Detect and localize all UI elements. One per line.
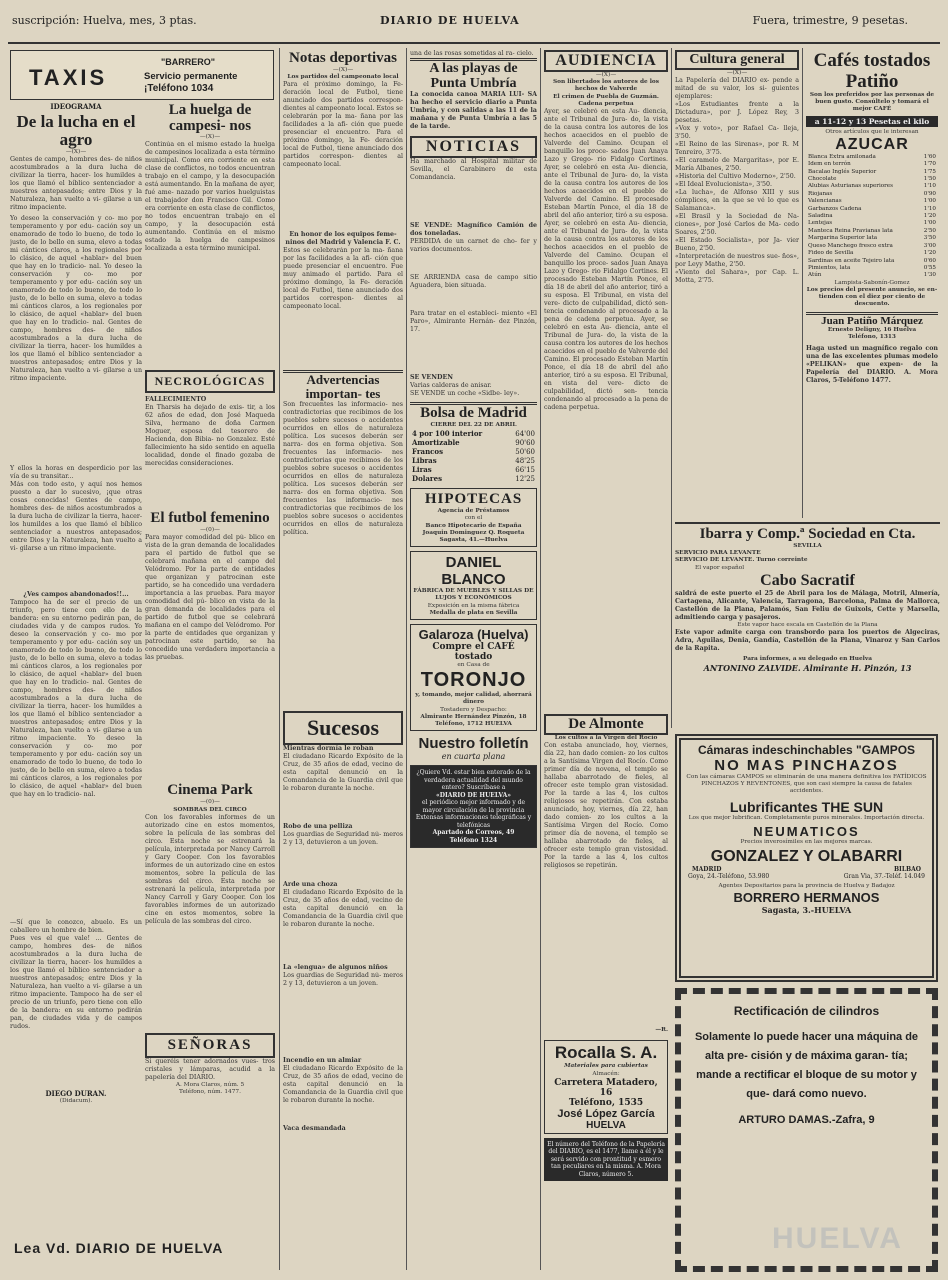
price-row: Riojanas 0'90 xyxy=(808,190,936,197)
deportes-title: Notas deportivas xyxy=(289,50,397,66)
telefono-nota: El número del Teléfono de la Papelería del DIARIO, es el 1477, llame a él y le será servido con prontitud y esmero tan peculiares en la misma. A. Mora Claros, número 5. xyxy=(544,1138,668,1182)
column-cafes xyxy=(806,50,938,520)
book-item: «Viento del Sahara», por Cap. L. Motta, 2'75. xyxy=(675,269,799,285)
audiencia-box xyxy=(544,50,668,72)
necrologicas-box xyxy=(145,370,275,393)
audiencia-sub: Son libertados los autores de los hechos de Valverde xyxy=(552,79,660,93)
juan-patino-title: Juan Patiño Márquez xyxy=(821,314,923,327)
senoras-tel: Teléfono, núm. 1477. xyxy=(179,1089,241,1096)
sucesos-body: El ciudadano Ricardo Expósito de la Cruz, de 35 años de edad, vecino de esta capital denunció en la Comandancia de la Guardia civil que le robaron durante la noche. xyxy=(283,889,403,929)
sucesos-body: Los guardias de Seguridad nú- meros 2 y 13, detuvieron a un joven. xyxy=(283,972,403,988)
rect-title: Rectificación de cilindros xyxy=(733,1004,880,1018)
playas-body: La conocida canoa MARIA LUI- SA ha hecho el servicio diario a Punta Umbría, y con salidas a las 11 de la mañana y de Punta Umbría a las 5 de la tarde. xyxy=(410,91,537,130)
table-row: Dolares 12'25 xyxy=(412,474,535,484)
article-title-huelga: La huelga de campesi- nos xyxy=(168,102,252,134)
almonte-body: Con estaba anunciado, hoy, viernes, día 22, han dado comien- zo los cultos a la Santísima Virgen del Rocío. Como primer día de novena, el templo se hallaba abarrotado de fieles, al ofrecer este templo gran vistosidad. Por la tarde a las 4, los cultos religiosos se repetirán. Con estaba anunciado, hoy, viernes, día 22, han dado comien- zo los cultos a la Santísima Virgen del Rocío. Como primer día de novena, el templo se hallaba abarrotado de fieles, al ofrecer este templo gran vistosidad. Por la tarde a las 4, los cultos religiosos se repetirán. xyxy=(544,742,668,870)
book-item: «Vox y voto», por Rafael Ca- lleja, 3'50. xyxy=(675,125,799,141)
noticias-item: SE VENDE: Magnífico Camión de dos toneladas. xyxy=(410,222,537,237)
juan-addr: Ernesto Deligny, 16 Huelva xyxy=(827,326,917,333)
ibarra-title: Ibarra y Comp.ª Sociedad en Cta. xyxy=(699,526,916,542)
hipotecas-ad: HIPOTECAS Agencia de Préstamos con el Banco Hipotecario de España Joaquin Dominguez Q. Roqueta Sagasta, 41.—Huelva xyxy=(410,488,537,547)
book-item: «El Reino de las Sirenas», por R. M Tenreiro, 3'75. xyxy=(675,141,799,157)
almonte-box xyxy=(544,714,668,735)
hipotecas-title: HIPOTECAS xyxy=(424,491,523,508)
agro-p2: Yo deseo la conservación y co- mo por temperamento y por edu- cación soy un enamorado de todo lo bueno, de todo lo justo, de lo bello en suma, elevo a todas mi cánticos claros, a los regionales por lo clásico, de aquel «hablar» del buen que hay en lo tradicio- nal. Yo deseo la conservación y co- mo por temperamento y por edu- cación soy un enamorado de todo lo bueno, de todo lo justo, de lo bello en suma, elevo a todas mi cánticos claros, a los regionales por lo clásico, de aquel «hablar» del buen que hay en lo tradicio- nal. Gentes de campo, hombres des- de niños acostumbrados a la dura lucha de civilizar la tierra, hacer- los humildes a los que llamó el bíblico sentenciador a nuestros antepasados; entre Dios y la Naturaleza, han vuelto a vi- gilarse a un ritmo impaciente. xyxy=(10,215,142,383)
audiencia-title: AUDIENCIA xyxy=(555,52,657,69)
price-row: Manteca Reina Pravianas lata 2'50 xyxy=(808,227,936,234)
taxis-title: TAXIS xyxy=(29,65,108,90)
cafes-price: a 11-12 y 13 Pesetas el kilo xyxy=(806,116,938,127)
book-item: «La lucha», de Alfonso XIII y sus cómplices, en la que se vé lo que es Salamanca». xyxy=(675,189,799,213)
agro-p1: Gentes de campo, hombres des- de niños acostumbrados a la dura lucha de civilizar la tierra, hacer- los humildes a los que llamó el bíblico sentenciador a nuestros antepasados; entre Dios y la Naturaleza, han vuelto a vi- gilarse a un ritmo impaciente. xyxy=(10,156,142,212)
bolsa-title: Bolsa de Madrid xyxy=(420,405,527,421)
price-row: Queso Manchego fresco extra 3'00 xyxy=(808,242,936,249)
almonte-sub: Los cultos a la Virgen del Rocío xyxy=(554,735,658,742)
gampos-ad: Cámaras indeschinchables "GAMPOS NO MAS PINCHAZOS Con las cámaras CAMPOS se eliminarán de una manera definitiva los FATÍDICOS PINCHAZOS Y REVENTONES, que son casi siempre la causa de fatales accidentes. Lubrificantes THE SUN Los que mejor lubrifican. Completamente puros minerales. Importación directa. NEUMATICOS Precios inverosímiles en las mejores marcas. GONZALEZ Y OLABARRI MADRID BILBAO Goya, 24.-Teléfono, 53.980 Gran Via, 37.-Teléf. 14.049 Agentes Depositarios para la provincia de Huelva y Badajoz BORRERO HERMANOS Sagasta, 3.-HUELVA xyxy=(675,734,938,982)
almonte-title: De Almonte xyxy=(568,716,644,733)
book-item: «Historia del Cultivo Moderno», 2'50. xyxy=(675,173,796,181)
neumaticos-title: NEUMATICOS xyxy=(753,823,860,839)
necro-sub: FALLECIMIENTO xyxy=(145,396,207,404)
rect-body: Solamente lo puede hacer una máquina de alta pre- cisión y de máxima garan- tía; mande a rectificar el bloque de su motor y que- dará como nuevo. xyxy=(694,1031,919,1100)
galaroza-title: Galaroza (Huelva) xyxy=(418,627,529,643)
agro-p3: Y ellos la horas en desperdicio por las vía de su transitar... xyxy=(10,465,142,481)
noticias-item: SE ARRIENDA casa de campo sitio Aguadera, bien situada. xyxy=(410,274,537,289)
book-item: «Los Estudiantes frente a la Dictadura», por J. López Rey, 3 pesetas. xyxy=(675,101,799,125)
sucesos-item: Robo de una pelliza xyxy=(283,823,353,831)
watermark: HUELVA xyxy=(772,1222,903,1255)
ornament: —(X)— xyxy=(332,67,354,73)
huelga-body: Continúa en el mismo estado la huelga de campesinos localizada a esta término municipal. Como era corriente en esta clase de conflictos, no todos encuentran trabajo en el campo, y la desocupación está aumentando. En la mañana de ayer, fué ame- nazado por varios huelguistas el trabajador don Francisco Gil. Como era corriente en esta clase de conflictos, no todos encuentran trabajo en el campo, y la desocupación está aumentando. Continúa en el mismo estado la huelga de campesinos localizada a esta término municipal. xyxy=(145,141,275,253)
book-item: «El Brasil y la Sociedad de Na- ciones», por José Carlos de Ma- cedo Soares, 2'50. xyxy=(675,213,799,237)
ornament: —(X)— xyxy=(595,72,617,78)
cultura-intro: La Papelería del DIARIO ex- pende a mitad de su valor, los si- guientes ejemplares: xyxy=(675,77,799,101)
advertencias-body: Son frecuentes las informacio- nes contradictorias que recibimos de los pueblos sobre sucesos o accidentes ocurridos en ellos de naturaleza política. Los sucesos deberán ser narra- dos en forma objetiva. Son frecuentes las informacio- nes contradictorias que recibimos de los pueblos sobre sucesos o accidentes ocurridos en ellos de naturaleza política. Los sucesos deberán ser narra- dos en forma objetiva. Son frecuentes las informacio- nes contradictorias que recibimos de los pueblos sobre sucesos o accidentes ocurridos en ellos de naturaleza política. xyxy=(283,401,403,537)
gampos-title: Cámaras indeschinchables "GAMPOS xyxy=(697,743,916,757)
playas-title: A las playas de Punta Umbría xyxy=(429,61,518,91)
bolsa-table xyxy=(410,429,537,483)
senoras-body: Si queréis tener adornados vues- tros cristales y lámparas, acudid a la papelería del DIARIO. xyxy=(145,1057,275,1081)
sucesos-item: Arde una choza xyxy=(283,881,338,889)
senoras-box xyxy=(145,1033,275,1058)
sucesos-item: La «lengua» de algunos niños xyxy=(283,964,388,972)
signature-2: (Didacum). xyxy=(59,1098,93,1105)
book-item: «Interpretación de nuestros sue- ños», por Leyy Mathe, 2'50. xyxy=(675,253,799,269)
folletin-sub: en cuarta plana xyxy=(441,752,506,762)
necrologicas-title: NECROLÓGICAS xyxy=(154,374,266,389)
sucesos-item: Mientras dormía le roban xyxy=(283,745,374,753)
agro-p4: Más con todo esto, y aquí nos hemos puesto a dar lo sucesivo, ¡que otras cosas conocidas! Gentes de campo, hombres des- de niños acostumbrados a la dura lucha de civilizar la tierra, hacer- los humildes a los que llamó el bíblico sentenciador a nuestros antepasados; entre Dios y la Naturaleza, han vuelto a vi- gilarse a un ritmo impaciente. xyxy=(10,481,142,553)
column-huelga xyxy=(145,102,275,1272)
ornament: —(X)— xyxy=(65,149,87,155)
borrero-title: BORRERO HERMANOS xyxy=(733,890,880,906)
kicker: IDEOGRAMA xyxy=(50,102,102,111)
lea-diario-banner: Lea Vd. DIARIO DE HUELVA xyxy=(14,1240,224,1256)
necro-body: En Tharsis ha dejado de exis- tir, a los 62 años de edad, don José Maqueda Silva, hermano de doña Carmen Moguer, esposa del tesorero de Hacienda, don Bibia- no Gonzalez. Esté fallecimiento ha sido sentido en aquella localidad, donde el finado gozaba de merecidas consideraciones. xyxy=(145,404,275,468)
se-venden-body: Varias calderas de anisar. xyxy=(410,382,492,389)
price-row: Alubias Asturianas superiores 1'10 xyxy=(808,183,936,190)
agro-p5: ¿Ves campos abandonados!!... xyxy=(23,591,129,599)
blanco-title: DANIEL BLANCO xyxy=(441,554,506,589)
lubrificantes-title: Lubrificantes THE SUN xyxy=(729,798,884,815)
senoras-title: SEÑORAS xyxy=(167,1036,253,1053)
price-row: Lentejas 1'00 xyxy=(808,220,936,227)
book-item: «El caramelo de Margaritas», por E. María Albanes, 2'50. xyxy=(675,157,799,173)
bolsa-sub: CIERRE DEL 22 DE ABRIL xyxy=(430,422,517,428)
table-row: Amortizable 90'60 xyxy=(412,438,535,448)
sucesos-item: Vaca desmandada xyxy=(283,1125,346,1133)
agro-p6: Tampoco ha de ser el precio de un triunfo, pero tiene con ello de la bandera: en su entorno pedirán pan, de ciudades vida y de campos rudos. Yo deseo la conservación y co- mo por temperamento y por edu- cación soy un enamorado de todo lo bueno, de todo lo justo, de lo bello en suma, elevo a todas mi cánticos claros, a los regionales por lo clásico, de aquel «hablar» del buen que hay en lo tradicio- nal. Gentes de campo, hombres des- de niños acostumbrados a la dura lucha de civilizar la tierra, hacer- los humildes a los que llamó el bíblico sentenciador a nuestros antepasados; entre Dios y la Naturaleza, han vuelto a vi- gilarse a un ritmo impaciente. Yo deseo la conservación y co- mo por temperamento y por edu- cación soy un enamorado de todo lo bueno, de todo lo justo, de lo bello en suma, elevo a todas mi cánticos claros, a los regionales por lo clásico, de aquel «hablar» del buen que hay en lo tradicio- nal. xyxy=(10,599,142,799)
table-row: Francos 50'60 xyxy=(412,447,535,457)
price-row: Idem en terrón 1'70 xyxy=(808,161,936,168)
azucar-title: AZUCAR xyxy=(835,135,909,153)
header-left: suscripción: Huelva, mes, 3 ptas. xyxy=(12,14,197,27)
price-row: Chocolate 1'50 xyxy=(808,176,936,183)
column-cultura xyxy=(675,50,799,520)
gonzalez-title: GONZALEZ Y OLABARRI xyxy=(710,848,903,866)
price-row: Margarina Superior lata 3'50 xyxy=(808,235,936,242)
taxis-line2: ¡Teléfono 1034 xyxy=(144,83,214,94)
noticias-item: Ha marchado al Hospital militar de Sevilla, el Carabinero de esta Comandancia. xyxy=(410,158,537,181)
book-item: «El Estado Socialista», por Ja- vier Bueno, 2'50. xyxy=(675,237,799,253)
noticias-title: NOTICIAS xyxy=(425,138,522,155)
advertencias-title: Advertencias importan- tes xyxy=(305,372,381,402)
noticias-item: Para tratar en el estableci- miento «El Paro», Almirante Hernán- dez Pinzón, 17. xyxy=(410,310,537,333)
homenaje-body: Estos se celebrarán por la ma- ñana por las facilidades a la afi- ción que puede presenciar el encuentro. Fue muy animado el partido. Para el próximo domingo, la Fe- deración local de Futbol, tiene anunciado dos partidos correspon- dientes al campeonato local. xyxy=(283,247,403,311)
futbol-body: Para mayor comodidad del pú- blico en vista de la gran demanda de localidades para el partido de futbol que se celebrará mañana en el campo del Velódromo. Por la parte de entidades que organizan y patrocinan este partido, se ha concedido una verdadera importancia a las pruebas. Para mayor comodidad del pú- blico en vista de la gran demanda de localidades para el partido de futbol que se celebrará mañana en el campo del Velódromo. Por la parte de entidades que organizan y patrocinan este partido, se ha concedido una verdadera importancia a las pruebas. xyxy=(145,534,275,662)
cultura-box xyxy=(675,50,799,70)
carryover-text: una de las rosas sometidas al ra- cielo. xyxy=(410,50,534,57)
audiencia-sub2: El crimen de Puebla de Guzmán. Cadena perpetua xyxy=(553,93,659,107)
pelikan-ad: Haga usted un magnífico regalo con una de las excelentes plumas modelo «PELIKAN» que expen- de la Papelería del DIARIO. A. Mora Claros, 5-Teléfono 1477. xyxy=(806,344,938,384)
cinema-body: Con los favorables informes de un autorizado cine en estos momentos, sobre la película de las sombras del circo. Esta noche se estrenará la película, interpretada por Nancy Carroll y Gary Cooper. Con los favorables informes de un autorizado cine en estos momentos, sobre la película de las sombras del circo. Esta noche se estrenará la película, interpretada por Nancy Carroll y Gary Cooper. Con los favorables informes de un autorizado cine en estos momentos, sobre la película de las sombras del circo. xyxy=(145,813,275,925)
price-row: Atún 1'30 xyxy=(808,272,936,279)
cinema-sub: SOMBRAS DEL CIRCO xyxy=(173,806,247,813)
rocalla-ad: Rocalla S. A. Materiales para cubiertas Almacén: Carretera Matadero, 16 Teléfono, 1535 José López García HUELVA xyxy=(544,1040,668,1133)
cafes-sub: Son los preferidos por las personas de buen gusto. Consúltelo y tomará el mejor CAFÉ xyxy=(809,92,935,113)
article-title-agro: De la lucha en el agro xyxy=(16,112,136,149)
price-row: Pimientos, lata 0'55 xyxy=(808,264,936,271)
audiencia-body: Ayer, se celebró en esta Au- diencia, ante el Tribunal de Jura- do, la vista de la causa contra los autores de los hechos acaecidos en el pueblo de Valverde del Camino. Ocupan el banquillo los proce- sados Juan Anaya Lazo y Grego- rio Fidalgo Cortines. Ayer, se celebró en esta Au- diencia, ante el Tribunal de Jura- do, la vista de la causa contra los autores de los hechos acaecidos en el pueblo de Valverde del Camino. El procesado Esteban Martín Ponce, el día 18 de abril del año anterior, tiró a su esposa. Ayer, se celebró en esta Au- diencia, ante el Tribunal de Jura- do, la vista de la causa contra los autores de los hechos acaecidos en el pueblo de Valverde del Camino. Ocupan el banquillo los proce- sados Juan Anaya Lazo y Grego- rio Fidalgo Cortines. El procesado Esteban Martín Ponce, el día 18 de abril del año anterior, tiró a su esposa. El Tribunal, en vista del vere- dicto de culpabilidad, dictó sen- tencia condenando al procesado a la pena de cadena perpetua. Ayer, se celebró en esta Au- diencia, ante el Tribunal de Jura- do, la vista de la causa contra los autores de los hechos acaecidos en el pueblo de Valverde del Camino. El procesado Esteban Martín Ponce, el día 18 de abril del año anterior, tiró a su esposa. El Tribunal, en vista del vere- dicto de culpabilidad, dictó sen- tencia condenando al procesado a la pena de cadena perpetua. xyxy=(544,108,668,412)
price-row: Sardinas en aceite Tejeiro lata 0'60 xyxy=(808,257,936,264)
sucesos-title: Sucesos xyxy=(306,715,380,741)
gampos-sub: NO MAS PINCHAZOS xyxy=(714,757,899,774)
cafes-foot1: Lampista-Sabonín-Gomez xyxy=(834,279,910,286)
deportes-sub: Los partidos del campeonato local xyxy=(287,74,399,81)
signature: DIEGO DURAN. xyxy=(45,1089,107,1099)
sucesos-box xyxy=(283,711,403,745)
daniel-blanco-ad: DANIEL BLANCO FÁBRICA DE MUEBLES Y SILLAS DE LUJOS Y ECONÓMICOS Exposición en la misma fábrica Medalla de plata en Sevilla xyxy=(410,551,537,620)
deportes-body: Para el próximo domingo, la Fe- deración local de Futbol, tiene anunciado dos partidos correspon- dientes al campeonato local. Estos se celebrarán por la ma- ñana por las facilidades a la afi- ción que puede presenciar el encuentro. Para el próximo domingo, la Fe- deración local de Futbol, tiene anunciado dos partidos correspon- dientes al campeonato local. xyxy=(283,81,403,169)
column-deportes xyxy=(283,50,403,1272)
price-list xyxy=(806,154,938,280)
sucesos-item: Incendio en un almiar xyxy=(283,1057,362,1065)
rect-sig: ARTURO DAMAS.-Zafra, 9 xyxy=(738,1114,875,1126)
table-row: Liras 66'15 xyxy=(412,465,535,475)
header-center: DIARIO DE HUELVA xyxy=(380,14,520,27)
cafes-title: Cafés tostados Patiño xyxy=(813,50,931,92)
ornament: —(0)— xyxy=(200,799,220,806)
cafes-other: Otros artículos que le interesan xyxy=(825,128,919,135)
taxis-ad xyxy=(10,50,274,100)
header-rule xyxy=(8,42,940,44)
column-agro xyxy=(10,102,142,1272)
price-row: Valencianas 1'00 xyxy=(808,198,936,205)
cafes-foot2: Los precios del presente anuncio, se en- tienden con el diez por ciento de descuento. xyxy=(806,286,938,308)
sucesos-body: Los guardias de Seguridad nú- meros 2 y 13, detuvieron a un joven. xyxy=(283,831,403,847)
senoras-addr: A. Mora Claros, núm. 5 xyxy=(175,1081,245,1088)
juan-tel: Teléfono, 1313 xyxy=(848,333,896,340)
sucesos-body: El ciudadano Ricardo Expósito de la Cruz, de 35 años de edad, vecino de esta capital denunció en la Comandancia de la Guardia civil que le robaron durante la noche. xyxy=(283,753,403,793)
sucesos-body: El ciudadano Ricardo Expósito de la Cruz, de 35 años de edad, vecino de esta capital denunció en la Comandancia de la Guardia civil que le robaron durante la noche. xyxy=(283,1065,403,1105)
ibarra-dir: ANTONINO ZALVIDE. Almirante H. Pinzón, 13 xyxy=(703,663,912,674)
galaroza-ad: Galaroza (Huelva) Compre el CAFÉ tostado en Casa de TORONJO y, tomando, mejor calidad, ahorrará dinero Tostadero y Despacho: Almirante Hernández Pinzón, 18 Teléfono, 1712 HUELVA xyxy=(410,624,537,731)
cinema-title: Cinema Park xyxy=(167,782,253,799)
header-right: Fuera, trimestre, 9 pesetas. xyxy=(752,14,908,27)
se-vende-coche: SE VENDE un coche «Sidbe- ley». xyxy=(410,390,520,397)
ship-name: Cabo Sacratif xyxy=(760,571,855,589)
folletin-title: Nuestro folletín xyxy=(418,735,529,753)
noticias-item: PERDIDA de un carnet de cho- fer y varios documentos. xyxy=(410,238,537,253)
ornament: —(X)— xyxy=(726,70,748,76)
table-row: Libras 48'25 xyxy=(412,456,535,466)
noticias-box xyxy=(410,136,537,158)
column-audiencia xyxy=(544,50,668,1272)
agro-p8: Pues ves el que vale! ... Gentes de campo, hombres des- de niños acostumbrados a la dura lucha de civilizar la tierra, hacer- los humildes a los que llamó el bíblico sentenciador a nuestros antepasados; entre Dios y la Naturaleza, han vuelto a vi- gilarse a un ritmo impaciente. Tampoco ha de ser el precio de un triunfo, pero tiene con ello de la bandera: en su entorno pedirán pan, de ciudades vida y de campos rudos. xyxy=(10,935,142,1031)
price-row: Bacalao Inglés Superior 1'75 xyxy=(808,168,936,175)
taxis-name: "BARRERO" xyxy=(161,57,216,67)
masthead-strip xyxy=(0,0,948,40)
ornament: —(0)— xyxy=(200,527,220,534)
price-row: Blanca Extra amilonada 1'60 xyxy=(808,153,936,160)
rocalla-title: Rocalla S. A. xyxy=(554,1043,658,1063)
ornament: —(X)— xyxy=(199,134,221,140)
futbol-title: El futbol femenino xyxy=(150,510,270,527)
agro-p7: —Sí que le conozco, abuelo. Es un caballero un hombre de bien. xyxy=(10,919,142,935)
column-noticias xyxy=(410,50,537,1272)
table-row: 4 por 100 interior 64'00 xyxy=(412,429,535,439)
homenaje-sub: En honor de los equipos feme- ninos del Madrid y Valencia F. C. xyxy=(285,231,401,247)
cultura-title: Cultura general xyxy=(689,52,785,67)
ibarra-ad: Ibarra y Comp.ª Sociedad en Cta. SEVILLA SERVICIO PARA LEVANTE SERVICIO DE LEVANTE. Turno correinte El vapor español Cabo Sacratif saldrá de este puerto el 25 de Abril para los de Málaga, Motril, Almería, Cartagena, Alicante, Valencia, Tarragona, Barcelona, Palma de Mallorca, Castellón de la Plana, Palamós, San Feliu de Guixols, Cette y Marsella, admitiendo carga y pasajeros. Este vapor hace escala en Castellón de la Plana Este vapor admite carga con transbordo para los puertos de Algeciras, Adra, Aguilas, Denia, Gandía, Castellón de la Plana, Vinaroz y San Carlos de la Rapita. Para informes, a su delegado en Huelva ANTONINO ZALVIDE. Almirante H. Pinzón, 13 xyxy=(675,522,940,730)
suscribase-ad: ¿Quiere Vd. estar bien enterado de la verdadera actualidad del mundo entero? Suscríbase a «DIARIO DE HUELVA» el periódico mejor informado y de mayor circulación de la provincia Extensas informaciones telegráficas y telefónicas Apartado de Correos, 49 Teléfono 1324 xyxy=(410,765,537,848)
book-item: «El Ideal Evolucionista», 3'50. xyxy=(675,181,773,189)
almonte-sig: —R. xyxy=(655,1027,668,1034)
price-row: Saladina 1'20 xyxy=(808,213,936,220)
se-venden: SE VENDEN xyxy=(410,374,453,381)
price-row: Garbanzos Cadena 1'10 xyxy=(808,205,936,212)
price-row: Fideo de Sevilla 1'20 xyxy=(808,250,936,257)
taxis-line1: Servicio permanente xyxy=(144,71,238,82)
